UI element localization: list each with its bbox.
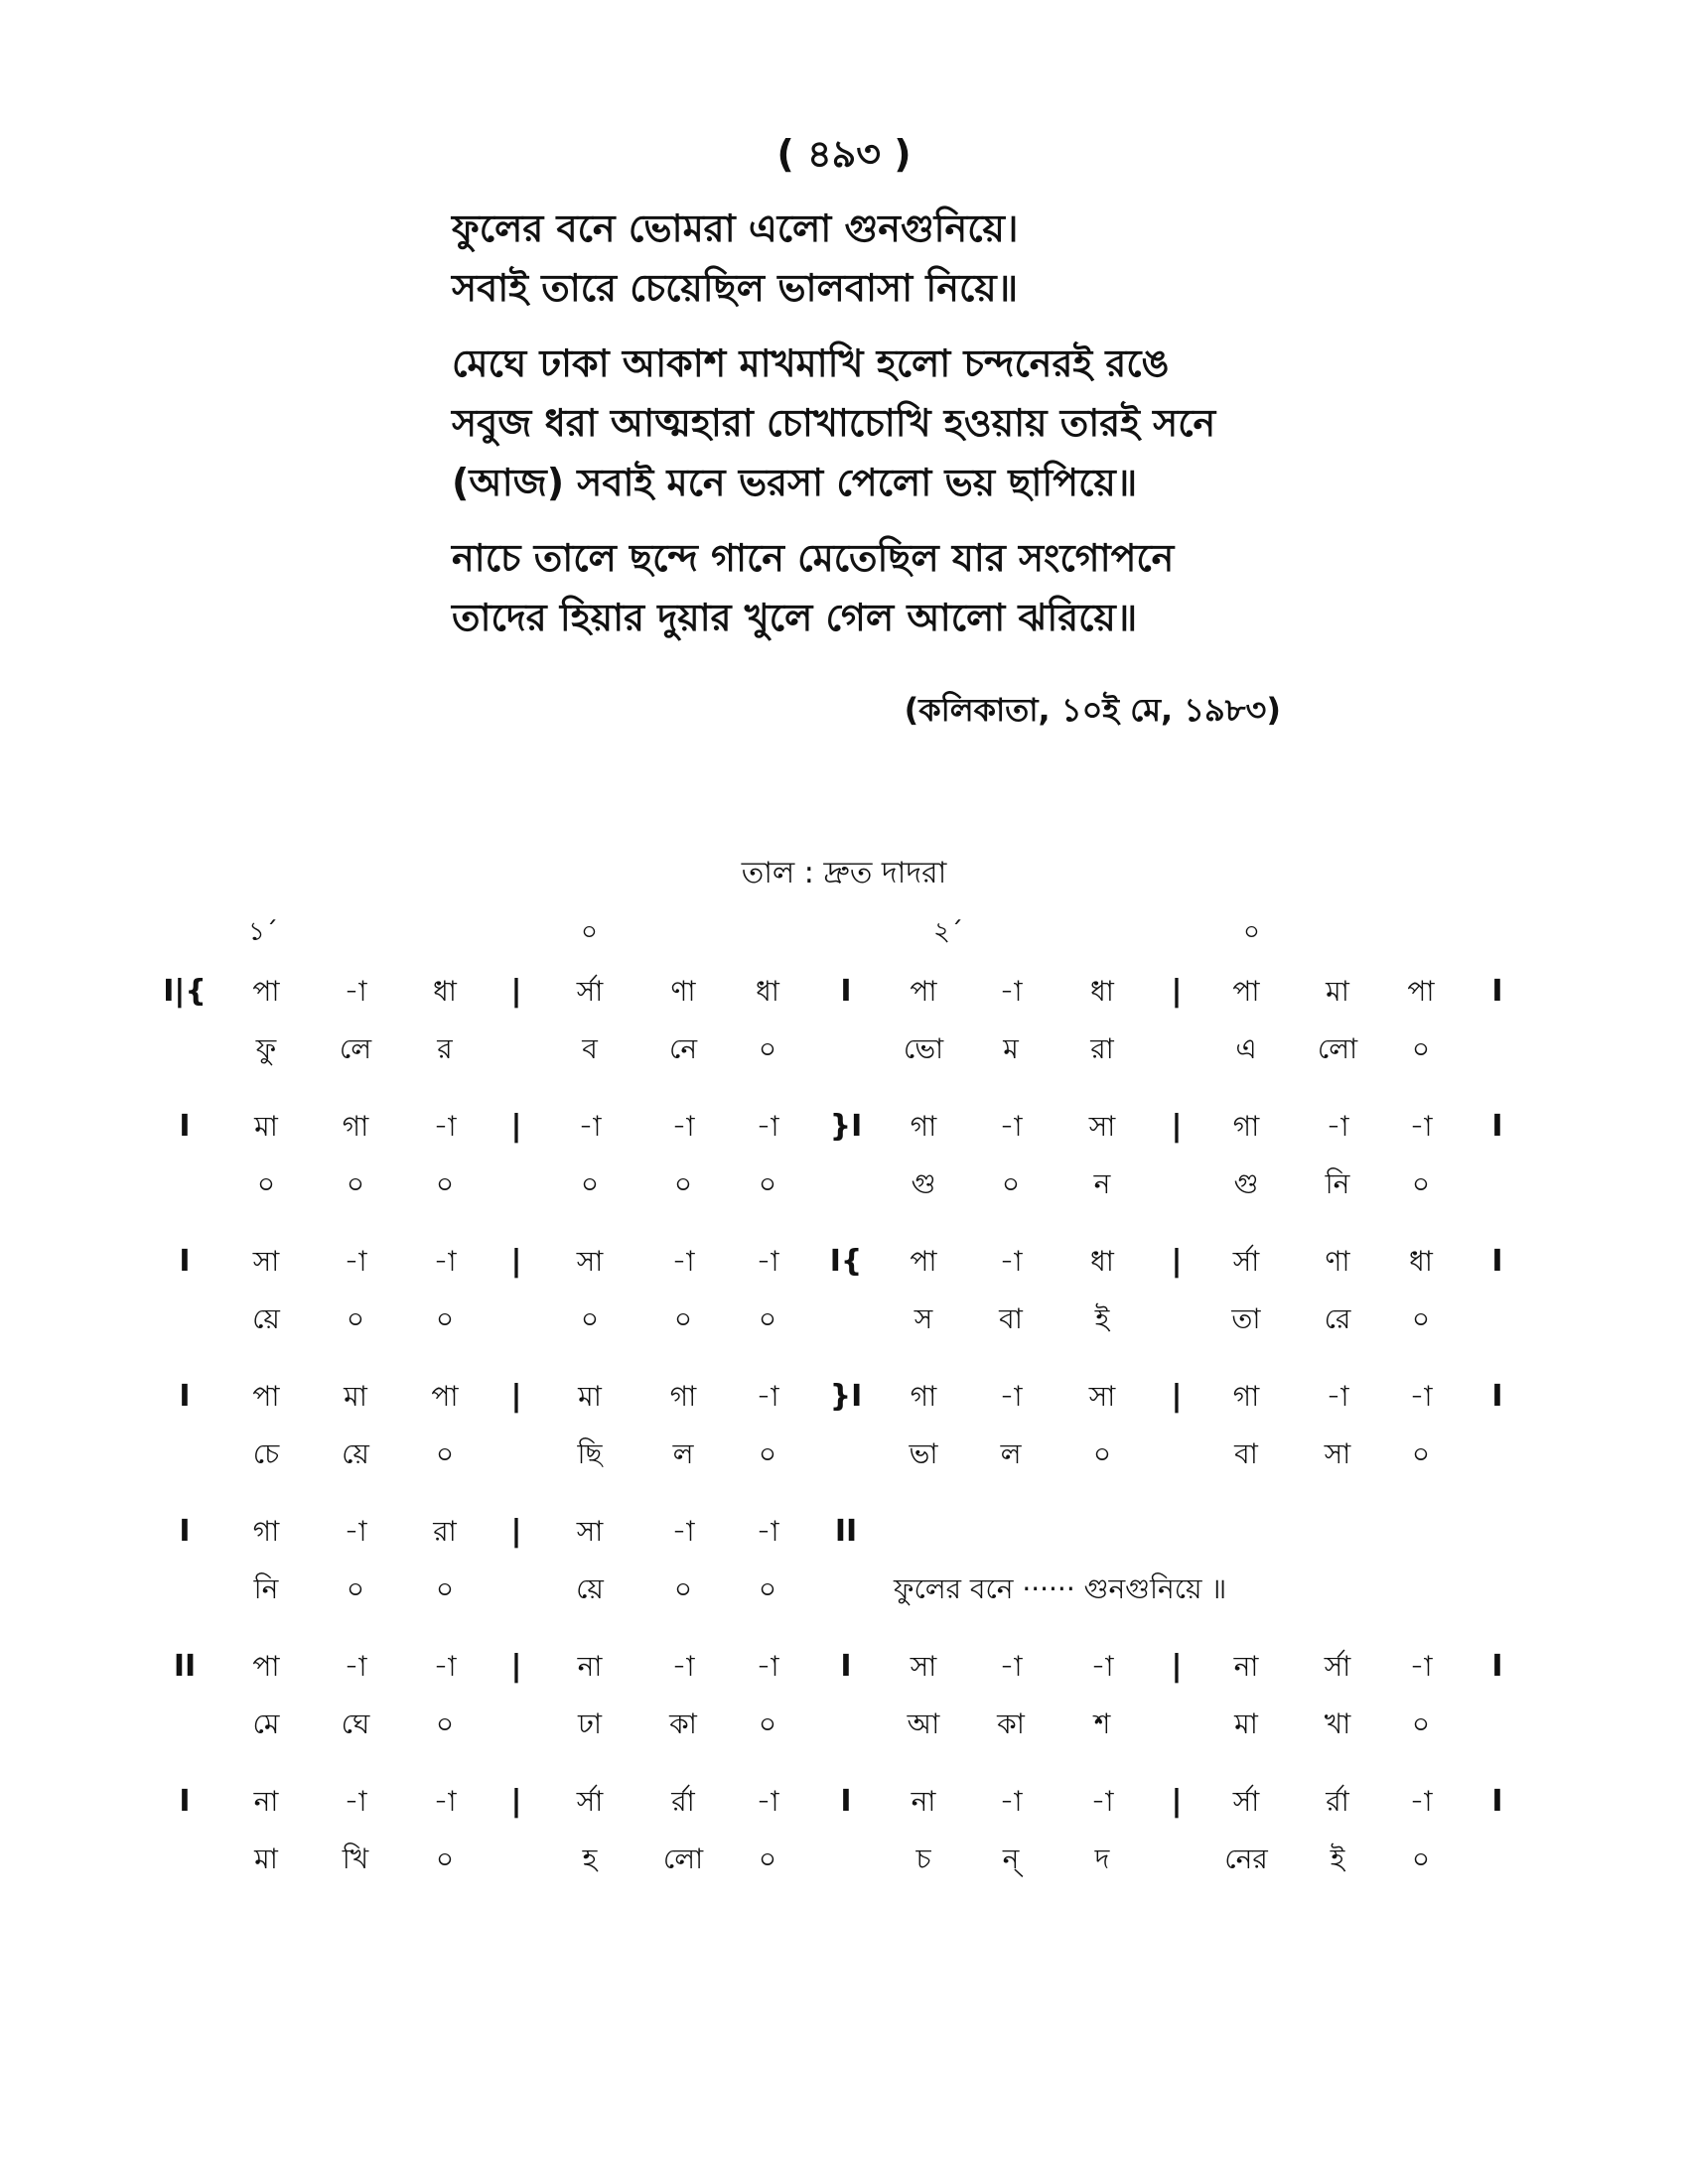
bar-line: II — [173, 1649, 197, 1684]
bar-line: | — [510, 1244, 522, 1279]
swara-note: ধা — [433, 975, 457, 1008]
swara-note: পা — [1232, 975, 1260, 1008]
syllable: খি — [342, 1843, 369, 1875]
notation-block — [0, 1098, 1688, 1233]
bar-line: | — [510, 1379, 522, 1414]
swara-note: -া — [1090, 1650, 1114, 1683]
syllable: এ — [1235, 1032, 1257, 1065]
bar-line: I{ — [829, 1244, 863, 1279]
syllable: ০ — [758, 1572, 777, 1605]
lyrics — [452, 199, 1445, 663]
swara-note: -া — [344, 1245, 367, 1278]
bar-line: I — [840, 1649, 852, 1684]
syllable: ০ — [435, 1572, 455, 1605]
bar-line: }I — [829, 1379, 863, 1414]
syllable: বা — [999, 1302, 1023, 1335]
swara-note: না — [253, 1785, 279, 1818]
swara-note: গা — [342, 1110, 369, 1143]
bar-line: | — [1171, 1109, 1183, 1144]
swara-note: সা — [1088, 1380, 1116, 1413]
swara-note: -া — [999, 975, 1023, 1008]
swara-note: -া — [671, 1110, 695, 1143]
swara-note: -া — [1090, 1785, 1114, 1818]
syllable: নি — [1325, 1167, 1350, 1200]
swara-note: -া — [344, 1785, 367, 1818]
swara-note: গা — [1232, 1110, 1260, 1143]
swara-row — [0, 1773, 1688, 1831]
syllable-row — [0, 1426, 1688, 1483]
syllable: রা — [1090, 1032, 1114, 1065]
syllable: বা — [1234, 1437, 1258, 1470]
lyric-line: নাচে তালে ছন্দে গানে মেতেছিল যার সংগোপনে — [452, 536, 1175, 580]
notation-block — [0, 1233, 1688, 1368]
syllable: মা — [254, 1843, 278, 1875]
syllable: শ — [1093, 1707, 1111, 1740]
syllable: ল — [672, 1437, 694, 1470]
syllable: খা — [1324, 1707, 1351, 1740]
beat-mark: ১´ — [248, 917, 278, 947]
syllable: ছি — [577, 1437, 603, 1470]
swara-note: -া — [433, 1650, 457, 1683]
bar-line: | — [1171, 1244, 1183, 1279]
stanza-2 — [452, 334, 1445, 512]
swara-note: -া — [756, 1110, 779, 1143]
bar-line: I — [179, 1514, 191, 1549]
syllable: ০ — [1411, 1437, 1431, 1470]
swara-note: সা — [252, 1245, 280, 1278]
swara-note: সা — [910, 1650, 937, 1683]
page-number: ( ৪৯৩ ) — [776, 132, 912, 176]
syllable: ০ — [435, 1437, 455, 1470]
beat-mark: ২´ — [933, 917, 963, 947]
syllable: য়ে — [342, 1437, 369, 1470]
syllable: লো — [1317, 1032, 1358, 1065]
syllable: ব — [582, 1032, 598, 1065]
swara-row — [0, 1098, 1688, 1156]
syllable: ০ — [346, 1167, 365, 1200]
notation-block — [0, 1773, 1688, 1908]
swara-note: না — [1233, 1650, 1259, 1683]
bar-line: I — [840, 974, 852, 1009]
bar-line: I — [179, 1109, 191, 1144]
syllable: নি — [253, 1572, 279, 1605]
syllable: ০ — [1411, 1167, 1431, 1200]
swara-note: র্সা — [576, 975, 604, 1008]
syllable: আ — [907, 1707, 940, 1740]
notation-block — [0, 963, 1688, 1098]
syllable: তা — [1231, 1302, 1261, 1335]
syllable: নে — [668, 1032, 698, 1065]
syllable: ভো — [903, 1032, 944, 1065]
bar-line: I — [1491, 1244, 1503, 1279]
syllable: ন্ — [1002, 1843, 1020, 1875]
syllable: ০ — [673, 1167, 693, 1200]
swara-row — [0, 1368, 1688, 1426]
syllable: ০ — [435, 1843, 455, 1875]
syllable: ০ — [1001, 1167, 1021, 1200]
syllable-row — [0, 1831, 1688, 1888]
syllable: দ — [1094, 1843, 1110, 1875]
syllable: ০ — [580, 1302, 600, 1335]
swara-note: -া — [578, 1110, 602, 1143]
dateline: (কলিকাতা, ১০ই মে, ১৯৮৩) — [904, 691, 1281, 729]
swara-note: -া — [344, 1515, 367, 1548]
syllable: ল — [1000, 1437, 1022, 1470]
swara-note: -া — [756, 1515, 779, 1548]
repeat-note: ফুলের বনে ······ গুনগুনিয়ে ॥ — [894, 1572, 1227, 1605]
syllable: ০ — [758, 1167, 777, 1200]
swara-note: ধা — [756, 975, 779, 1008]
swara-row — [0, 1638, 1688, 1696]
bar-line: | — [510, 1649, 522, 1684]
tala-heading: তাল : দ্রুত দাদরা — [741, 856, 947, 890]
syllable-row — [0, 1021, 1688, 1078]
syllable-row — [0, 1696, 1688, 1753]
syllable-row — [0, 1561, 1688, 1618]
bar-line: | — [510, 974, 522, 1009]
syllable: ০ — [346, 1572, 365, 1605]
swara-note: -া — [756, 1380, 779, 1413]
swara-note: -া — [1326, 1110, 1349, 1143]
syllable: মা — [1234, 1707, 1258, 1740]
swara-note: গা — [1232, 1380, 1260, 1413]
swara-note: ণা — [1325, 1245, 1350, 1278]
swara-note: রা — [433, 1515, 457, 1548]
bar-line: I — [179, 1244, 191, 1279]
syllable: ই — [1330, 1843, 1345, 1875]
swara-note: -া — [999, 1245, 1023, 1278]
swara-note: না — [577, 1650, 603, 1683]
swara-note: র্সা — [1324, 1650, 1351, 1683]
syllable: ই — [1094, 1302, 1110, 1335]
bar-line: I — [179, 1379, 191, 1414]
syllable: স — [914, 1302, 933, 1335]
syllable: ০ — [346, 1302, 365, 1335]
lyric-line: সবাই তারে চেয়েছিল ভালবাসা নিয়ে॥ — [452, 266, 1019, 310]
syllable: কা — [997, 1707, 1025, 1740]
bar-line: | — [510, 1514, 522, 1549]
bar-line: I — [179, 1784, 191, 1819]
syllable: ০ — [758, 1707, 777, 1740]
syllable: ফু — [255, 1032, 277, 1065]
swara-note: সা — [1088, 1110, 1116, 1143]
syllable: ০ — [1092, 1437, 1112, 1470]
swara-note: -া — [1409, 1380, 1433, 1413]
syllable: ০ — [435, 1167, 455, 1200]
swara-note: -া — [433, 1785, 457, 1818]
syllable: ০ — [435, 1302, 455, 1335]
swara-note: গা — [910, 1380, 937, 1413]
swara-note: -া — [1409, 1650, 1433, 1683]
syllable: ভা — [909, 1437, 938, 1470]
swara-note: পা — [252, 1380, 280, 1413]
swara-note: -া — [756, 1650, 779, 1683]
bar-line: I — [1491, 1649, 1503, 1684]
swara-note: -া — [999, 1380, 1023, 1413]
swara-note: পা — [910, 1245, 937, 1278]
swara-note: র্রা — [1326, 1785, 1349, 1818]
syllable: র — [437, 1032, 453, 1065]
syllable: ০ — [1411, 1032, 1431, 1065]
notation-block — [0, 1503, 1688, 1638]
syllable: ০ — [673, 1572, 693, 1605]
swara-note: -া — [999, 1650, 1023, 1683]
swara-row — [0, 1503, 1688, 1561]
bar-line: | — [1171, 1784, 1183, 1819]
bar-line: | — [510, 1784, 522, 1819]
syllable: ০ — [1411, 1707, 1431, 1740]
lyric-line: সবুজ ধরা আত্মহারা চোখাচোখি হওয়ায় তারই সনে — [452, 401, 1216, 445]
stanza-3 — [452, 528, 1445, 647]
swara-note: ধা — [1409, 1245, 1433, 1278]
syllable: ০ — [256, 1167, 276, 1200]
syllable: ০ — [758, 1032, 777, 1065]
swara-note: -া — [344, 975, 367, 1008]
syllable: রে — [1324, 1302, 1351, 1335]
syllable: মে — [252, 1707, 280, 1740]
swara-note: পা — [431, 1380, 459, 1413]
stanza-1 — [452, 199, 1445, 318]
lyric-line: ফুলের বনে ভোমরা এলো গুনগুনিয়ে। — [452, 206, 1019, 250]
notation-block — [0, 1368, 1688, 1503]
swara-note: -া — [671, 1515, 695, 1548]
syllable: ম — [1003, 1032, 1019, 1065]
swara-note: পা — [252, 1650, 280, 1683]
swara-note: -া — [999, 1110, 1023, 1143]
bar-line: | — [510, 1109, 522, 1144]
lyric-line: তাদের হিয়ার দুয়ার খুলে গেল আলো ঝরিয়ে॥ — [452, 596, 1138, 639]
notation-table — [0, 963, 1688, 1908]
syllable: য়ে — [576, 1572, 604, 1605]
swara-row — [0, 1233, 1688, 1291]
syllable: ০ — [758, 1843, 777, 1875]
syllable: লো — [662, 1843, 704, 1875]
swara-row — [0, 963, 1688, 1021]
swara-note: -া — [1409, 1110, 1433, 1143]
swara-note: -া — [1409, 1785, 1433, 1818]
bar-line: | — [1171, 1379, 1183, 1414]
swara-note: র্সা — [1232, 1785, 1260, 1818]
syllable: গু — [1233, 1167, 1259, 1200]
bar-line: | — [1171, 974, 1183, 1009]
swara-note: -া — [756, 1785, 779, 1818]
notation-block — [0, 1638, 1688, 1773]
syllable: ০ — [580, 1167, 600, 1200]
syllable: ঢা — [578, 1707, 602, 1740]
syllable: ০ — [673, 1302, 693, 1335]
swara-note: গা — [669, 1380, 697, 1413]
swara-note: র্সা — [576, 1785, 604, 1818]
syllable: ন — [1093, 1167, 1111, 1200]
bar-line: I — [1491, 1109, 1503, 1144]
swara-note: পা — [252, 975, 280, 1008]
bar-line: I — [840, 1784, 852, 1819]
swara-note: ধা — [1090, 1245, 1114, 1278]
swara-note: -া — [433, 1245, 457, 1278]
swara-note: -া — [671, 1245, 695, 1278]
syllable-row — [0, 1291, 1688, 1348]
swara-note: ণা — [670, 975, 696, 1008]
lyric-line: (আজ) সবাই মনে ভরসা পেলো ভয় ছাপিয়ে॥ — [452, 461, 1138, 504]
syllable: ঘে — [341, 1707, 370, 1740]
syllable: চে — [252, 1437, 280, 1470]
swara-note: র্রা — [671, 1785, 695, 1818]
syllable: য়ে — [252, 1302, 280, 1335]
swara-note: -া — [433, 1110, 457, 1143]
swara-note: র্সা — [1232, 1245, 1260, 1278]
syllable-row — [0, 1156, 1688, 1213]
bar-line: | — [1171, 1649, 1183, 1684]
swara-note: -া — [1326, 1380, 1349, 1413]
syllable: ০ — [758, 1302, 777, 1335]
swara-note: ধা — [1090, 975, 1114, 1008]
syllable: সা — [1324, 1437, 1351, 1470]
bar-line: I|{ — [163, 974, 207, 1009]
bar-line: }I — [829, 1109, 863, 1144]
syllable: হ — [582, 1843, 598, 1875]
bar-line: I — [1491, 1379, 1503, 1414]
swara-note: মা — [344, 1380, 367, 1413]
beat-mark: ০ — [581, 917, 598, 947]
swara-note: -া — [671, 1650, 695, 1683]
swara-note: সা — [576, 1245, 604, 1278]
swara-note: পা — [910, 975, 937, 1008]
bar-line: I — [1491, 1784, 1503, 1819]
syllable: ০ — [758, 1437, 777, 1470]
syllable: নের — [1224, 1843, 1268, 1875]
swara-note: না — [911, 1785, 936, 1818]
swara-note: সা — [576, 1515, 604, 1548]
lyric-line: মেঘে ঢাকা আকাশ মাখমাখি হলো চন্দনেরই রঙে — [452, 341, 1170, 385]
swara-note: মা — [1326, 975, 1349, 1008]
syllable: কা — [669, 1707, 697, 1740]
swara-note: মা — [578, 1380, 602, 1413]
bar-line: II — [834, 1514, 858, 1549]
syllable: লে — [339, 1032, 372, 1065]
swara-note: গা — [252, 1515, 280, 1548]
syllable: ০ — [435, 1707, 455, 1740]
swara-note: গা — [910, 1110, 937, 1143]
beat-mark: ০ — [1243, 917, 1260, 947]
bar-line: I — [1491, 974, 1503, 1009]
syllable: ০ — [1411, 1843, 1431, 1875]
swara-note: মা — [254, 1110, 278, 1143]
swara-note: -া — [756, 1245, 779, 1278]
syllable: গু — [911, 1167, 936, 1200]
swara-note: -া — [344, 1650, 367, 1683]
syllable: ০ — [1411, 1302, 1431, 1335]
swara-note: -া — [999, 1785, 1023, 1818]
syllable: চ — [915, 1843, 931, 1875]
swara-note: পা — [1407, 975, 1435, 1008]
